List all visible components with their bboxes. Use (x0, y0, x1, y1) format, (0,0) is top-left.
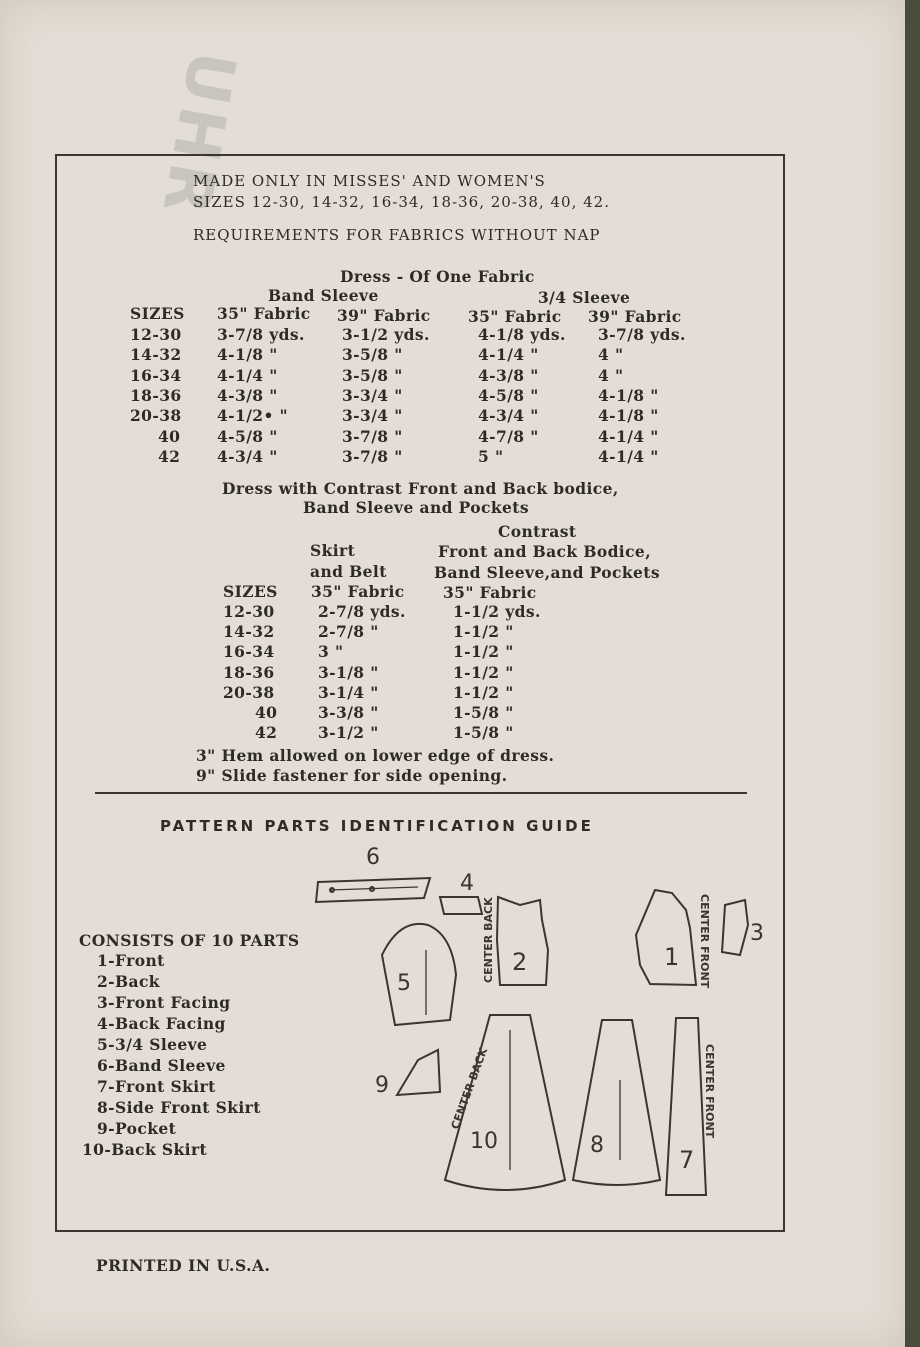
label-2: 2 (512, 948, 528, 976)
table1-cell: 4-1/4 " (217, 365, 278, 385)
piece-band-sleeve (316, 845, 430, 902)
table2-cell: 2-7/8 " (318, 622, 379, 642)
table2-cell: 14-32 (223, 622, 275, 642)
table1-cell: 4-1/4 " (478, 345, 539, 365)
table1-cell: 4-3/8 " (478, 365, 539, 385)
table2-cell: 1-1/2 " (453, 682, 514, 702)
table1-group-band-sleeve: Band Sleeve (268, 286, 379, 305)
table1-cell: 20-38 (130, 406, 182, 426)
table2-col-contrast-3: Band Sleeve,and Pockets (434, 563, 660, 582)
table1-cell: 3-7/8 yds. (598, 325, 686, 344)
label-center-back-skirt: CENTER BACK (448, 1046, 491, 1132)
table2-cell: 20-38 (223, 682, 275, 702)
table1-cell: 42 (158, 446, 181, 466)
table1-cell: 40 (158, 426, 181, 446)
table1-cell: 4-1/8 " (598, 385, 659, 405)
label-center-front-skirt: CENTER FRONT (703, 1044, 716, 1139)
table2-cell: 2-7/8 yds. (318, 602, 406, 621)
table1-cell: 16-34 (130, 365, 182, 385)
table1-cell: 3-5/8 " (342, 345, 403, 365)
table2-cell: 18-36 (223, 662, 275, 682)
table1-cell: 3-7/8 " (342, 446, 403, 466)
table1-col-q-39: 39" Fabric (588, 307, 682, 326)
label-10: 10 (470, 1129, 498, 1154)
table2-cell: 1-1/2 " (453, 642, 514, 662)
table2-col-contrast-35: 35" Fabric (443, 583, 537, 602)
table1-cell: 3-5/8 " (342, 365, 403, 385)
piece-side-front-skirt (573, 1020, 660, 1185)
table2-cell: 3-1/4 " (318, 682, 379, 702)
piece-three-quarter-sleeve (382, 924, 456, 1025)
table1-cell: 4-1/4 " (598, 446, 659, 466)
table2-col-skirt-35: 35" Fabric (311, 582, 405, 601)
table1-group-three-quarter-sleeve: 3/4 Sleeve (538, 288, 631, 307)
part-item: 7-Front Skirt (97, 1077, 216, 1096)
table2-cell: 1-5/8 " (453, 723, 514, 743)
piece-front-skirt (666, 1018, 716, 1195)
table1-cell: 4-1/8 yds. (478, 325, 566, 344)
table1-cell: 4-3/4 " (478, 406, 539, 426)
table2-col-contrast-2: Front and Back Bodice, (438, 542, 651, 561)
table1-cell: 3-1/2 yds. (342, 325, 430, 344)
table2-title-2: Band Sleeve and Pockets (303, 498, 529, 517)
table2-cell: 1-1/2 " (453, 622, 514, 642)
table2-title-1: Dress with Contrast Front and Back bodice, (222, 479, 619, 498)
table1-cell: 4-1/8 " (217, 345, 278, 365)
label-3: 3 (750, 921, 764, 946)
table1-cell: 4-3/8 " (217, 385, 278, 405)
part-item: 9-Pocket (97, 1119, 177, 1138)
table1-cell: 18-36 (130, 385, 182, 405)
table1-cell: 4-3/4 " (217, 446, 278, 466)
piece-front-bodice (636, 890, 711, 989)
table2-cell: 3-1/2 " (318, 723, 379, 743)
piece-pocket (375, 1050, 440, 1098)
faded-stamp: UHR (147, 45, 249, 223)
part-item: 6-Band Sleeve (97, 1056, 226, 1075)
table1-cell: 3-3/4 " (342, 385, 403, 405)
label-7: 7 (679, 1146, 695, 1174)
guide-consists: CONSISTS OF 10 PARTS (79, 931, 300, 950)
note-hem: 3" Hem allowed on lower edge of dress. (196, 746, 555, 765)
piece-back-skirt (445, 1015, 565, 1190)
requirements-heading: REQUIREMENTS FOR FABRICS WITHOUT NAP (193, 226, 601, 244)
piece-front-facing (722, 900, 764, 955)
table1-title: Dress - Of One Fabric (340, 267, 535, 286)
label-5: 5 (397, 971, 411, 996)
table1-cell: 4-1/8 " (598, 406, 659, 426)
table1-col-band-35: 35" Fabric (217, 304, 311, 323)
label-4: 4 (460, 871, 474, 896)
table1-col-q-35: 35" Fabric (468, 307, 562, 326)
table1-cell: 4-1/2• " (217, 406, 289, 426)
label-center-back-bodice: CENTER BACK (482, 897, 495, 983)
label-1: 1 (664, 943, 680, 971)
table1-cell: 4 " (598, 365, 624, 385)
table2-cell: 3-1/8 " (318, 662, 379, 682)
label-9: 9 (375, 1073, 389, 1098)
table2-col-contrast-1: Contrast (498, 522, 577, 541)
part-item: 4-Back Facing (97, 1014, 226, 1033)
label-center-front-bodice: CENTER FRONT (698, 894, 711, 989)
table1-cell: 4-5/8 " (478, 385, 539, 405)
table1-cell: 3-3/4 " (342, 406, 403, 426)
table2-cell: 12-30 (223, 602, 275, 621)
table2-col-skirt-1: Skirt (310, 541, 356, 560)
table1-cell: 4 " (598, 345, 624, 365)
part-item: 8-Side Front Skirt (97, 1098, 261, 1117)
table2-cell: 1-1/2 " (453, 662, 514, 682)
table2-cell: 42 (255, 723, 278, 743)
table2-cell: 3 " (318, 642, 344, 662)
table1-cell: 14-32 (130, 345, 182, 365)
table2-col-sizes: SIZES (223, 582, 278, 601)
label-6: 6 (366, 845, 380, 870)
table1-cell: 3-7/8 yds. (217, 325, 305, 344)
table1-cell: 12-30 (130, 325, 182, 344)
table1-col-sizes: SIZES (130, 304, 185, 323)
table2-cell: 1-5/8 " (453, 703, 514, 722)
piece-back-facing (440, 871, 482, 914)
table1-cell: 5 " (478, 446, 504, 466)
table2-col-skirt-2: and Belt (310, 562, 387, 581)
table2-cell: 1-1/2 yds. (453, 602, 541, 621)
part-item: 5-3/4 Sleeve (97, 1035, 208, 1054)
table1-col-band-39: 39" Fabric (337, 306, 431, 325)
printed-in-usa: PRINTED IN U.S.A. (96, 1256, 271, 1275)
table2-cell: 40 (255, 703, 278, 722)
label-8: 8 (590, 1133, 604, 1158)
piece-back-bodice (482, 897, 548, 985)
header-line-2: SIZES 12-30, 14-32, 16-34, 18-36, 20-38, 40, 42. (193, 193, 610, 211)
table1-cell: 4-1/4 " (598, 426, 659, 446)
part-item: 3-Front Facing (97, 993, 231, 1012)
guide-title: PATTERN PARTS IDENTIFICATION GUIDE (160, 817, 594, 835)
table1-cell: 3-7/8 " (342, 426, 403, 446)
header-line-1: MADE ONLY IN MISSES' AND WOMEN'S (193, 172, 546, 190)
part-item: 2-Back (97, 972, 160, 991)
table1-cell: 4-5/8 " (217, 426, 278, 446)
part-item: 1-Front (97, 951, 165, 970)
note-slide-fastener: 9" Slide fastener for side opening. (196, 766, 508, 785)
part-item: 10-Back Skirt (82, 1140, 208, 1159)
table1-cell: 4-7/8 " (478, 426, 539, 446)
table2-cell: 16-34 (223, 642, 275, 662)
table2-cell: 3-3/8 " (318, 703, 379, 722)
